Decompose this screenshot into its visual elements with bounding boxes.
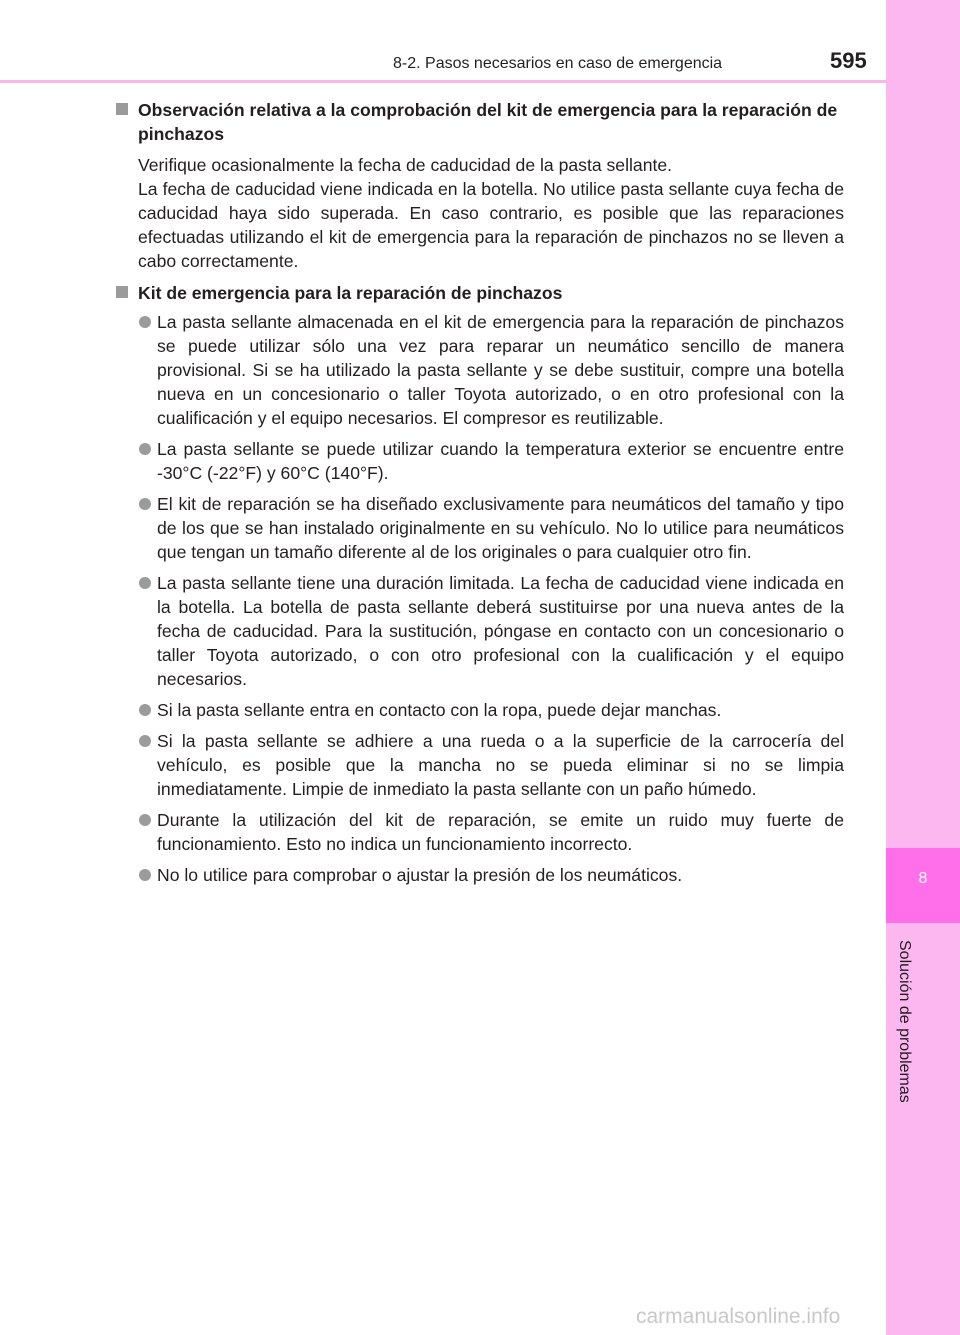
list-item-text: Si la pasta sellante se adhiere a una rueda o a la superficie de la carrocería del vehículo, es posible que la mancha no se pueda eliminar si no se limpia inmediatamente. Limpie de inmediato la pasta sellante con un paño húmedo. xyxy=(157,731,844,799)
circle-bullet-icon xyxy=(139,814,151,826)
circle-bullet-icon xyxy=(139,443,151,455)
list-item xyxy=(114,698,844,722)
header-rule xyxy=(0,80,886,83)
list-item-text: El kit de reparación se ha diseñado exclusivamente para neumáticos del tamaño y tipo de los que se han instalado originalmente en su vehículo. No lo utilice para neumáticos que tengan un tamaño diferente al de los originales o para cualquier otro fin. xyxy=(157,494,844,562)
paragraph-text: La fecha de caducidad viene indicada en la botella. No utilice pasta sellante cuya fecha de caducidad haya sido superada. En caso contrario, es posible que las reparaciones efectuadas utilizando el kit de emergencia para la reparación de pinchazos no se lleven a cabo correctamente. xyxy=(138,179,844,271)
list-item xyxy=(114,492,844,564)
list-item xyxy=(114,437,844,485)
list-item xyxy=(114,571,844,691)
section-title-text: Kit de emergencia para la reparación de pinchazos xyxy=(138,283,563,303)
section-title xyxy=(114,281,844,305)
list-item xyxy=(114,808,844,856)
circle-bullet-icon xyxy=(139,869,151,881)
circle-bullet-icon xyxy=(139,577,151,589)
square-bullet-icon xyxy=(116,103,128,115)
watermark: carmanualsonline.info xyxy=(636,1305,841,1328)
list-item-text: La pasta sellante tiene una duración limitada. La fecha de caducidad viene indicada en la botella. La botella de pasta sellante deberá sustituirse por una nueva antes de la fecha de caducidad. Para la sustitución, póngase en contacto con un concesionario o taller Toyota autorizado, o con otro profesional con la cualificación y el equipo necesarios. xyxy=(157,573,844,689)
list-item xyxy=(114,863,844,887)
list-item-text: La pasta sellante se puede utilizar cuando la temperatura exterior se encuentre entre -30°C (-22°F) y 60°C (140°F). xyxy=(157,439,844,483)
section-title xyxy=(114,98,844,146)
circle-bullet-icon xyxy=(139,704,151,716)
chapter-side-tab xyxy=(886,0,960,1335)
chapter-number: 8 xyxy=(918,870,928,887)
paragraph-line: Verifique ocasionalmente la fecha de caducidad de la pasta sellante. xyxy=(138,155,673,175)
list-item-text: Durante la utilización del kit de reparación, se emite un ruido muy fuerte de funcionamiento. Esto no indica un funcionamiento incorrecto. xyxy=(157,810,844,854)
section-title-text: Observación relativa a la comprobación del kit de emergencia para la reparación de pinchazos xyxy=(138,100,838,144)
page-content xyxy=(114,98,844,895)
bullet-list xyxy=(114,310,844,887)
section-header: 8-2. Pasos necesarios en caso de emergencia xyxy=(393,55,723,72)
circle-bullet-icon xyxy=(139,316,151,328)
list-item-text: Si la pasta sellante entra en contacto con la ropa, puede dejar manchas. xyxy=(157,700,722,720)
page-number: 595 xyxy=(830,48,867,73)
square-bullet-icon xyxy=(116,286,128,298)
chapter-label: Solución de problemas xyxy=(896,940,913,1103)
circle-bullet-icon xyxy=(139,735,151,747)
circle-bullet-icon xyxy=(139,498,151,510)
list-item xyxy=(114,729,844,801)
section-kit-check xyxy=(114,98,844,273)
section-paragraph xyxy=(114,153,844,273)
list-item-text: La pasta sellante almacenada en el kit de emergencia para la reparación de pinchazos se puede utilizar sólo una vez para reparar un neumático sencillo de manera provisional. Si se ha utilizado la pasta sellante y se debe sustituir, compre una botella nueva en un concesionario o taller Toyota autorizado, o en otro profesional con la cualificación y el equipo necesarios. El compresor es reutilizable. xyxy=(157,312,844,428)
section-repair-kit xyxy=(114,281,844,887)
list-item-text: No lo utilice para comprobar o ajustar la presión de los neumáticos. xyxy=(157,865,683,885)
list-item xyxy=(114,310,844,430)
